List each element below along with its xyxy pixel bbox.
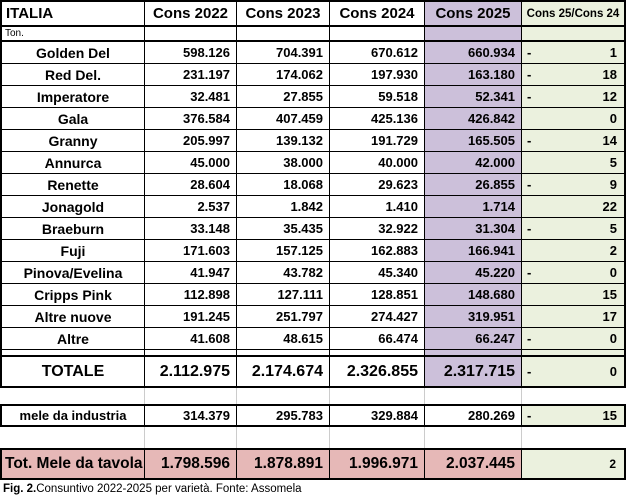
value-2024: 162.883 [330, 240, 425, 262]
value-2024: 191.729 [330, 130, 425, 152]
industria-2023: 295.783 [237, 404, 330, 427]
value-2022: 205.997 [145, 130, 237, 152]
variety-name: Golden Del [0, 42, 145, 64]
value-2023: 43.782 [237, 262, 330, 284]
gridline-gap-cell [145, 427, 237, 448]
empty-cell [425, 350, 522, 357]
minus-sign: - [527, 45, 532, 60]
delta-cell [522, 130, 626, 152]
minus-sign: - [527, 408, 532, 423]
delta-value: 22 [602, 199, 617, 214]
industria-2022: 314.379 [145, 404, 237, 427]
delta-value: 12 [602, 89, 617, 104]
value-2025: 66.247 [425, 328, 522, 350]
col-header-cons-2025: Cons 2025 [425, 0, 522, 27]
value-2024: 128.851 [330, 284, 425, 306]
tavola-2023: 1.878.891 [237, 448, 330, 480]
empty-cell [145, 350, 237, 357]
variety-name: Altre [0, 328, 145, 350]
industria-2024: 329.884 [330, 404, 425, 427]
value-2025: 52.341 [425, 86, 522, 108]
value-2022: 45.000 [145, 152, 237, 174]
empty-cell [237, 27, 330, 42]
gridline-gap-cell [425, 388, 522, 404]
value-2022: 33.148 [145, 218, 237, 240]
value-2022: 598.126 [145, 42, 237, 64]
totale-delta [522, 357, 626, 388]
delta-cell [522, 152, 626, 174]
delta-value: 0 [609, 364, 617, 379]
minus-sign: - [527, 67, 532, 82]
delta-cell [522, 262, 626, 284]
figure-caption [0, 480, 626, 497]
col-header-cons-2023: Cons 2023 [237, 0, 330, 27]
value-2023: 27.855 [237, 86, 330, 108]
totale-label: TOTALE [0, 357, 145, 388]
totale-2025: 2.317.715 [425, 357, 522, 388]
empty-cell [330, 27, 425, 42]
empty-cell [425, 27, 522, 42]
caption-prefix: Fig. 2. [3, 483, 37, 495]
value-2022: 32.481 [145, 86, 237, 108]
value-2024: 45.340 [330, 262, 425, 284]
gridline-gap-cell [237, 427, 330, 448]
variety-name: Annurca [0, 152, 145, 174]
empty-cell [522, 350, 626, 357]
variety-name: Red Del. [0, 64, 145, 86]
caption-text: Consuntivo 2022-2025 per varietà. Fonte: Assomela [36, 483, 302, 495]
delta-cell [522, 108, 626, 130]
totale-2022: 2.112.975 [145, 357, 237, 388]
value-2022: 2.537 [145, 196, 237, 218]
value-2023: 251.797 [237, 306, 330, 328]
gridline-gap-cell [330, 427, 425, 448]
value-2024: 670.612 [330, 42, 425, 64]
industria-label: mele da industria [0, 404, 145, 427]
value-2024: 274.427 [330, 306, 425, 328]
delta-cell [522, 42, 626, 64]
variety-name: Pinova/Evelina [0, 262, 145, 284]
gridline-gap-cell [522, 388, 626, 404]
minus-sign: - [527, 331, 532, 346]
delta-value: 2 [609, 457, 616, 471]
value-2025: 26.855 [425, 174, 522, 196]
tavola-2024: 1.996.971 [330, 448, 425, 480]
delta-cell [522, 306, 626, 328]
value-2025: 426.842 [425, 108, 522, 130]
totale-2023: 2.174.674 [237, 357, 330, 388]
tavola-2022: 1.798.596 [145, 448, 237, 480]
value-2025: 31.304 [425, 218, 522, 240]
value-2022: 231.197 [145, 64, 237, 86]
value-2022: 191.245 [145, 306, 237, 328]
variety-name: Granny [0, 130, 145, 152]
value-2025: 166.941 [425, 240, 522, 262]
delta-value: 15 [602, 408, 617, 423]
delta-value: 9 [609, 177, 617, 192]
col-header-cons-2022: Cons 2022 [145, 0, 237, 27]
delta-cell [522, 196, 626, 218]
value-2022: 376.584 [145, 108, 237, 130]
value-2025: 165.505 [425, 130, 522, 152]
variety-name: Cripps Pink [0, 284, 145, 306]
empty-cell [522, 27, 626, 42]
value-2023: 127.111 [237, 284, 330, 306]
value-2024: 32.922 [330, 218, 425, 240]
delta-cell [522, 284, 626, 306]
delta-value: 15 [602, 287, 617, 302]
value-2023: 18.068 [237, 174, 330, 196]
unit-label: Ton. [0, 27, 145, 42]
variety-name: Gala [0, 108, 145, 130]
value-2024: 197.930 [330, 64, 425, 86]
value-2022: 41.947 [145, 262, 237, 284]
value-2023: 407.459 [237, 108, 330, 130]
empty-cell [145, 27, 237, 42]
gridline-gap-cell [425, 427, 522, 448]
minus-sign: - [527, 89, 532, 104]
empty-cell [237, 350, 330, 357]
delta-value: 5 [609, 155, 617, 170]
gridline-gap-cell [145, 388, 237, 404]
value-2023: 1.842 [237, 196, 330, 218]
value-2022: 41.608 [145, 328, 237, 350]
minus-sign: - [527, 265, 532, 280]
value-2023: 35.435 [237, 218, 330, 240]
delta-value: 5 [609, 221, 617, 236]
variety-name: Altre nuove [0, 306, 145, 328]
delta-cell [522, 328, 626, 350]
delta-cell [522, 218, 626, 240]
tavola-delta [522, 448, 626, 480]
delta-value: 0 [609, 331, 617, 346]
totale-2024: 2.326.855 [330, 357, 425, 388]
gridline-gap-cell [0, 427, 145, 448]
tavola-label: Tot. Mele da tavola [0, 448, 145, 480]
variety-name: Fuji [0, 240, 145, 262]
table-title: ITALIA [0, 0, 145, 27]
delta-cell [522, 86, 626, 108]
value-2025: 163.180 [425, 64, 522, 86]
value-2022: 112.898 [145, 284, 237, 306]
delta-cell [522, 174, 626, 196]
value-2025: 148.680 [425, 284, 522, 306]
gridline-gap-cell [330, 388, 425, 404]
delta-cell [522, 64, 626, 86]
value-2023: 139.132 [237, 130, 330, 152]
industria-delta [522, 404, 626, 427]
delta-value: 0 [609, 111, 617, 126]
delta-value: 0 [609, 265, 617, 280]
value-2025: 45.220 [425, 262, 522, 284]
minus-sign: - [527, 177, 532, 192]
empty-cell [330, 350, 425, 357]
empty-cell [0, 350, 145, 357]
value-2023: 48.615 [237, 328, 330, 350]
value-2023: 704.391 [237, 42, 330, 64]
gridline-gap-cell [0, 388, 145, 404]
value-2023: 157.125 [237, 240, 330, 262]
value-2024: 40.000 [330, 152, 425, 174]
minus-sign: - [527, 133, 532, 148]
minus-sign: - [527, 364, 532, 379]
variety-name: Jonagold [0, 196, 145, 218]
value-2022: 28.604 [145, 174, 237, 196]
gridline-gap-cell [237, 388, 330, 404]
delta-cell [522, 240, 626, 262]
value-2025: 319.951 [425, 306, 522, 328]
delta-value: 17 [602, 309, 617, 324]
delta-value: 1 [609, 45, 617, 60]
minus-sign: - [527, 221, 532, 236]
value-2023: 38.000 [237, 152, 330, 174]
value-2025: 1.714 [425, 196, 522, 218]
value-2022: 171.603 [145, 240, 237, 262]
value-2024: 425.136 [330, 108, 425, 130]
tavola-2025: 2.037.445 [425, 448, 522, 480]
value-2023: 174.062 [237, 64, 330, 86]
value-2024: 1.410 [330, 196, 425, 218]
col-header-cons-2024: Cons 2024 [330, 0, 425, 27]
value-2024: 59.518 [330, 86, 425, 108]
col-header-ratio: Cons 25/Cons 24 [522, 0, 626, 27]
delta-value: 14 [602, 133, 617, 148]
delta-value: 2 [609, 243, 617, 258]
variety-name: Renette [0, 174, 145, 196]
gridline-gap-cell [522, 427, 626, 448]
value-2025: 42.000 [425, 152, 522, 174]
industria-2025: 280.269 [425, 404, 522, 427]
value-2024: 66.474 [330, 328, 425, 350]
variety-name: Imperatore [0, 86, 145, 108]
value-2024: 29.623 [330, 174, 425, 196]
delta-value: 18 [602, 67, 617, 82]
variety-name: Braeburn [0, 218, 145, 240]
value-2025: 660.934 [425, 42, 522, 64]
